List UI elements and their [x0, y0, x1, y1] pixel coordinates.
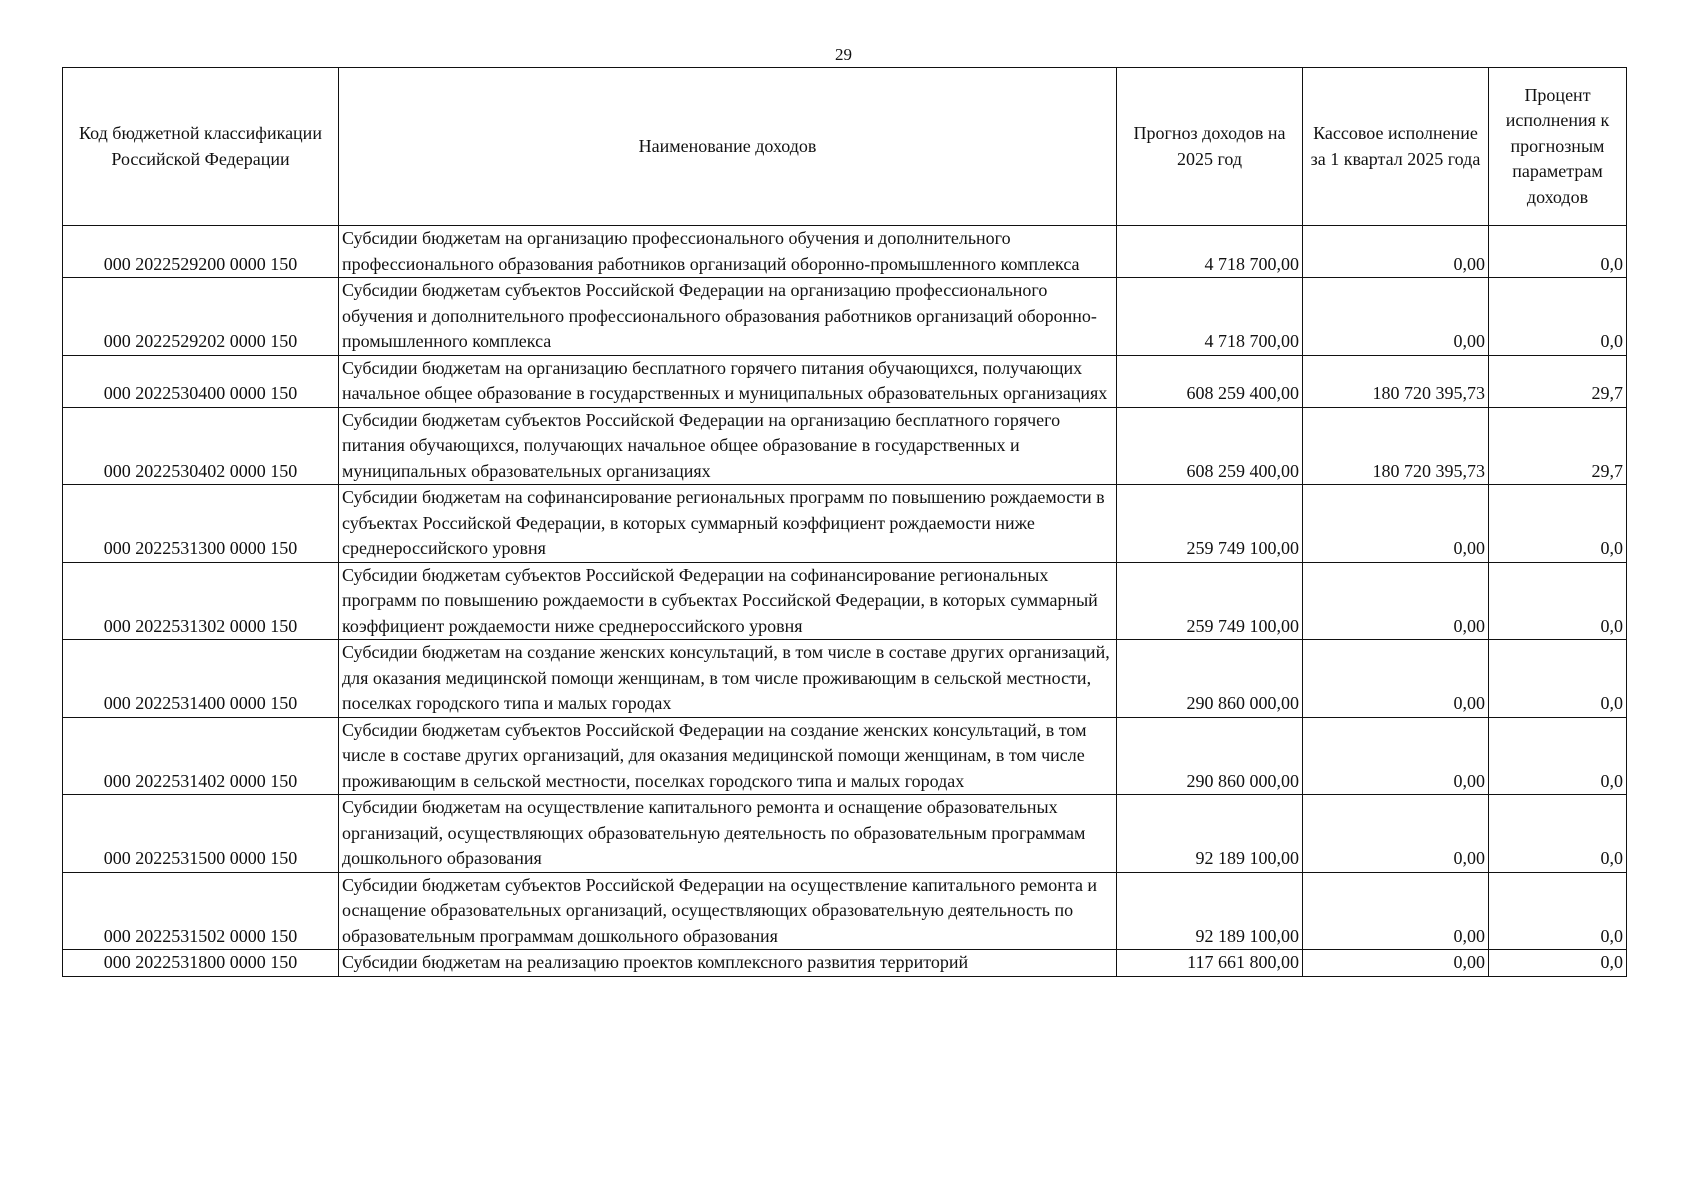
budget-code-cell: 000 2022531300 0000 150 [63, 485, 339, 563]
execution-cell: 0,00 [1303, 717, 1489, 795]
forecast-cell: 92 189 100,00 [1117, 795, 1303, 873]
budget-code-cell: 000 2022531302 0000 150 [63, 562, 339, 640]
percent-cell: 0,0 [1489, 640, 1627, 718]
table-header-row [63, 68, 1627, 226]
percent-cell: 0,0 [1489, 226, 1627, 278]
table-row [63, 717, 1627, 795]
forecast-cell: 4 718 700,00 [1117, 226, 1303, 278]
execution-cell: 0,00 [1303, 278, 1489, 356]
table-row [63, 562, 1627, 640]
table-row [63, 795, 1627, 873]
percent-cell: 0,0 [1489, 872, 1627, 950]
execution-cell: 0,00 [1303, 562, 1489, 640]
table-row [63, 872, 1627, 950]
table-row [63, 640, 1627, 718]
percent-cell: 0,0 [1489, 485, 1627, 563]
budget-code-cell: 000 2022529200 0000 150 [63, 226, 339, 278]
forecast-cell: 117 661 800,00 [1117, 950, 1303, 977]
table-row [63, 407, 1627, 485]
budget-code-cell: 000 2022531800 0000 150 [63, 950, 339, 977]
header-revenue-name: Наименование доходов [339, 68, 1117, 226]
forecast-cell: 259 749 100,00 [1117, 485, 1303, 563]
forecast-cell: 92 189 100,00 [1117, 872, 1303, 950]
percent-cell: 0,0 [1489, 717, 1627, 795]
percent-cell: 0,0 [1489, 950, 1627, 977]
budget-code-cell: 000 2022531500 0000 150 [63, 795, 339, 873]
execution-cell: 0,00 [1303, 950, 1489, 977]
forecast-cell: 290 860 000,00 [1117, 640, 1303, 718]
budget-code-cell: 000 2022530402 0000 150 [63, 407, 339, 485]
table-row [63, 485, 1627, 563]
revenue-name-cell: Субсидии бюджетам на осуществление капитального ремонта и оснащение образовательных организаций, осуществляющих образовательную деятельность по образовательным программам дошкольного образования [339, 795, 1117, 873]
percent-cell: 0,0 [1489, 278, 1627, 356]
execution-cell: 0,00 [1303, 872, 1489, 950]
forecast-cell: 608 259 400,00 [1117, 355, 1303, 407]
revenue-table [62, 67, 1627, 977]
revenue-name-cell: Субсидии бюджетам на реализацию проектов комплексного развития территорий [339, 950, 1117, 977]
header-budget-code: Код бюджетной классификации Российской Федерации [63, 68, 339, 226]
table-row [63, 355, 1627, 407]
forecast-cell: 290 860 000,00 [1117, 717, 1303, 795]
header-percent: Процент исполнения к прогнозным параметрам доходов [1489, 68, 1627, 226]
execution-cell: 0,00 [1303, 640, 1489, 718]
percent-cell: 0,0 [1489, 795, 1627, 873]
percent-cell: 0,0 [1489, 562, 1627, 640]
revenue-name-cell: Субсидии бюджетам субъектов Российской Федерации на осуществление капитального ремонта и оснащение образовательных организаций, осуществляющих образовательную деятельность по образовательным программам дошкольного образования [339, 872, 1117, 950]
header-forecast: Прогноз доходов на 2025 год [1117, 68, 1303, 226]
revenue-name-cell: Субсидии бюджетам субъектов Российской Федерации на организацию бесплатного горячего питания обучающихся, получающих начальное общее образование в государственных и муниципальных образовательных организациях [339, 407, 1117, 485]
header-execution: Кассовое исполнение за 1 квартал 2025 года [1303, 68, 1489, 226]
percent-cell: 29,7 [1489, 355, 1627, 407]
execution-cell: 0,00 [1303, 226, 1489, 278]
table-row [63, 950, 1627, 977]
revenue-name-cell: Субсидии бюджетам субъектов Российской Федерации на создание женских консультаций, в том числе в составе других организаций, для оказания медицинской помощи женщинам, в том числе проживающим в сельской местности, поселках городского типа и малых городах [339, 717, 1117, 795]
table-row [63, 278, 1627, 356]
budget-code-cell: 000 2022531400 0000 150 [63, 640, 339, 718]
execution-cell: 180 720 395,73 [1303, 407, 1489, 485]
forecast-cell: 259 749 100,00 [1117, 562, 1303, 640]
forecast-cell: 4 718 700,00 [1117, 278, 1303, 356]
budget-code-cell: 000 2022529202 0000 150 [63, 278, 339, 356]
budget-code-cell: 000 2022531402 0000 150 [63, 717, 339, 795]
budget-code-cell: 000 2022531502 0000 150 [63, 872, 339, 950]
revenue-name-cell: Субсидии бюджетам субъектов Российской Федерации на софинансирование региональных программ по повышению рождаемости в субъектах Российской Федерации, в которых суммарный коэффициент рождаемости ниже среднероссийского уровня [339, 562, 1117, 640]
table-row [63, 226, 1627, 278]
revenue-name-cell: Субсидии бюджетам на организацию профессионального обучения и дополнительного профессионального образования работников организаций оборонно-промышленного комплекса [339, 226, 1117, 278]
percent-cell: 29,7 [1489, 407, 1627, 485]
revenue-name-cell: Субсидии бюджетам на софинансирование региональных программ по повышению рождаемости в субъектах Российской Федерации, в которых суммарный коэффициент рождаемости ниже среднероссийского уровня [339, 485, 1117, 563]
revenue-name-cell: Субсидии бюджетам субъектов Российской Федерации на организацию профессионального обучения и дополнительного профессионального образования работников организаций оборонно-промышленного комплекса [339, 278, 1117, 356]
execution-cell: 180 720 395,73 [1303, 355, 1489, 407]
revenue-name-cell: Субсидии бюджетам на создание женских консультаций, в том числе в составе других организаций, для оказания медицинской помощи женщинам, в том числе проживающим в сельской местности, поселках городского типа и малых городах [339, 640, 1117, 718]
forecast-cell: 608 259 400,00 [1117, 407, 1303, 485]
revenue-name-cell: Субсидии бюджетам на организацию бесплатного горячего питания обучающихся, получающих начальное общее образование в государственных и муниципальных образовательных организациях [339, 355, 1117, 407]
execution-cell: 0,00 [1303, 795, 1489, 873]
budget-code-cell: 000 2022530400 0000 150 [63, 355, 339, 407]
execution-cell: 0,00 [1303, 485, 1489, 563]
page-number: 29 [835, 45, 852, 64]
